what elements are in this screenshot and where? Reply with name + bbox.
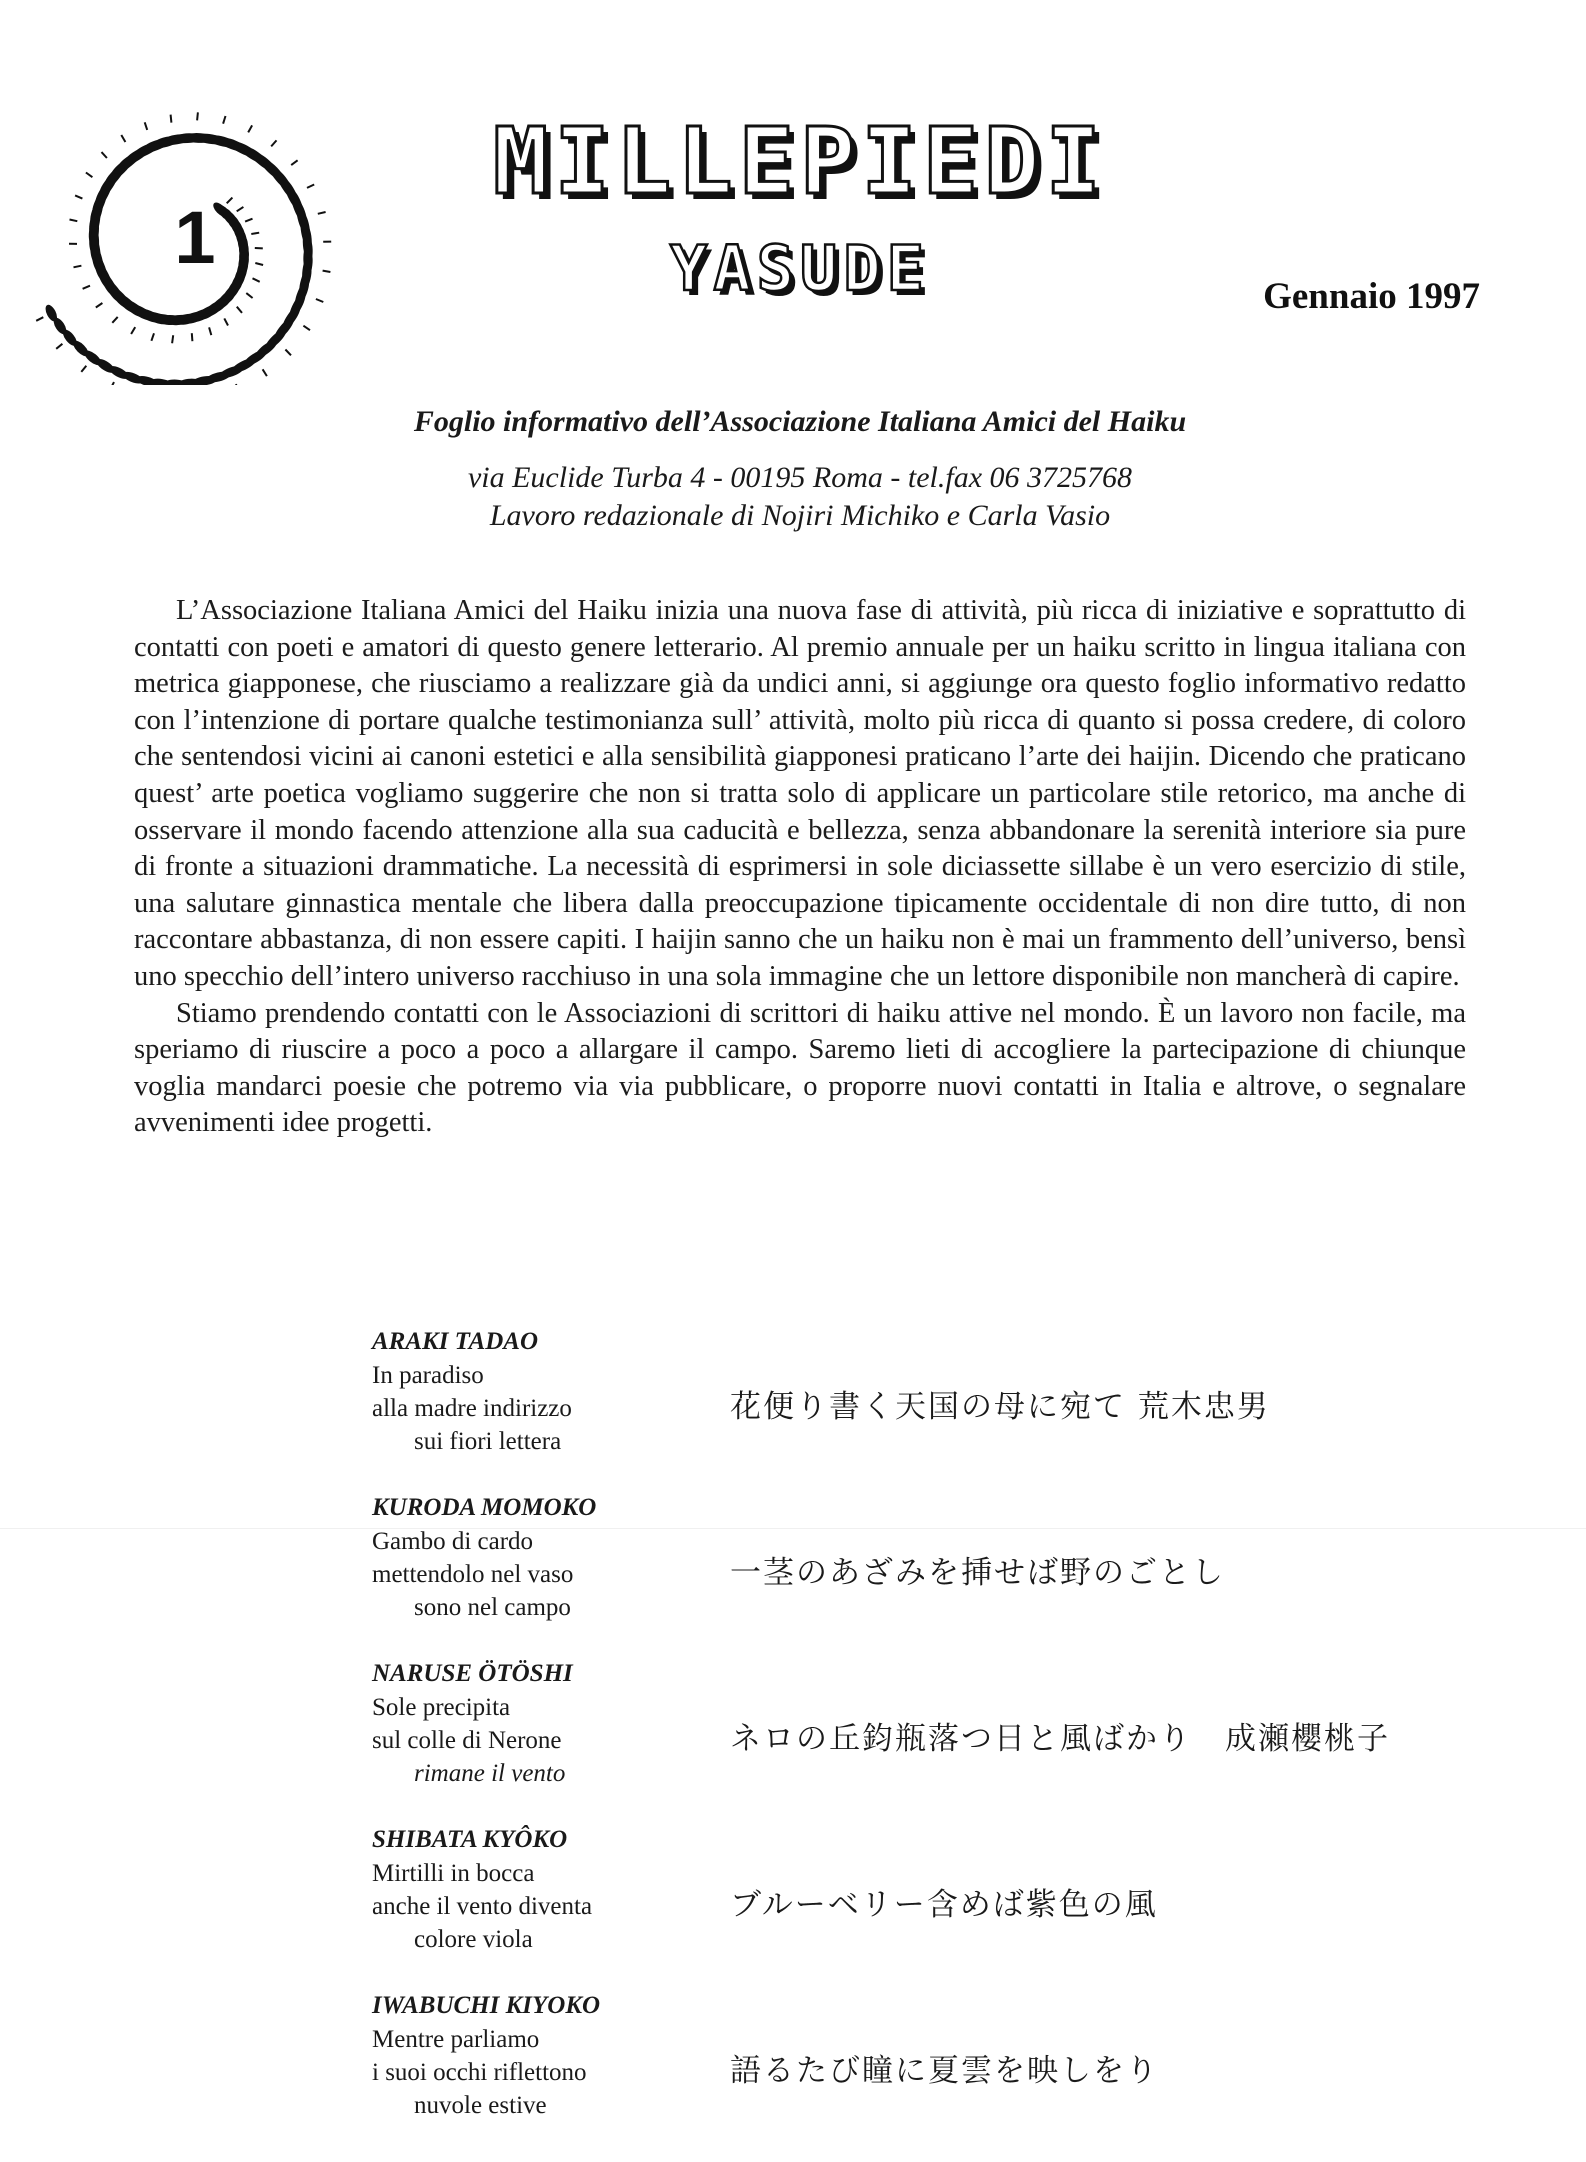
haiku-line: Mirtilli in bocca [372, 1860, 535, 1887]
publication-title: Foglio informativo dell’Associazione Italiana Amici del Haiku [413, 405, 1187, 438]
haiku-japanese: 語るたび瞳に夏雲を映しをり [730, 2053, 1159, 2089]
haiku-japanese: ネロの丘鈞瓶落つ日と風ばかり 成瀬櫻桃子 [730, 1721, 1390, 1757]
haiku-list [372, 1325, 1390, 2155]
publication-header [120, 405, 1480, 535]
haiku-entry [372, 1325, 1372, 1491]
haiku-entry [372, 1491, 1372, 1657]
haiku-author: KURODA MOMOKO [372, 1494, 597, 1521]
haiku-line: sono nel campo [414, 1594, 571, 1621]
newsletter-subtitle: YASUDE [670, 232, 930, 305]
haiku-line: colore viola [414, 1926, 533, 1953]
haiku-line: alla madre indirizzo [372, 1395, 572, 1422]
article-body [134, 593, 1466, 1142]
haiku-line: Mentre parliamo [372, 2026, 540, 2053]
haiku-author: NARUSE ÖTÖSHI [372, 1660, 573, 1687]
haiku-line: sui fiori lettera [414, 1428, 562, 1455]
haiku-japanese: ブルーベリー含めば紫色の風 [730, 1887, 1158, 1923]
haiku-author: ARAKI TADAO [372, 1328, 539, 1355]
haiku-japanese: 一茎のあざみを挿せば野のごとし [730, 1555, 1225, 1591]
haiku-japanese: 花便り書く天国の母に宛て 荒木忠男 [730, 1389, 1270, 1425]
paper-fold-line [0, 1528, 1586, 1529]
haiku-line: rimane il vento [414, 1760, 566, 1787]
haiku-entry [372, 1989, 1372, 2155]
haiku-line: Sole precipita [372, 1694, 511, 1721]
haiku-author: IWABUCHI KIYOKO [372, 1992, 601, 2019]
haiku-entry [372, 1657, 1390, 1823]
article-paragraph: L’Associazione Italiana Amici del Haiku inizia una nuova fase di attività, più ricca di iniziative e soprattutto di contatti con poeti e amatori di questo genere letterario. Al premio annuale per un haiku scritto in lingua italiana con metrica giapponese, che riusciamo a realizzare già da undici anni, si aggiunge ora questo foglio informativo redatto con l’intenzione di portare qualche testimonianza sull’ attività, molto più ricca di quanto si possa credere, di coloro che sentendosi vicini ai canoni estetici e alla sensibilità giapponesi praticano l’arte dei haijin. Dicendo che praticano quest’ arte poetica vogliamo suggerire che non si tratta solo di applicare un particolare stile retorico, ma anche di osservare il mondo facendo attenzione alla sua caducità e bellezza, senza abbandonare la serenità interiore sia pure di fronte a situazioni drammatiche. La necessità di esprimersi in sole diciassette sillabe è un vero esercizio di stile, una salutare ginnastica mentale che libera dalla preoccupazione tipicamente occidentale di non dire tutto, di non raccontare abbastanza, di non essere capiti. I haijin sanno che un haiku non è mai un frammento dell’universo, bensì uno specchio dell’intero universo racchiuso in una sola immagine che un lettore disponibile non mancherà di capire. [134, 595, 1466, 992]
issue-date: Gennaio 1997 [1263, 276, 1480, 317]
haiku-line: In paradiso [372, 1362, 484, 1389]
publication-editors: Lavoro redazionale di Nojiri Michiko e Carla Vasio [489, 499, 1111, 532]
haiku-line: mettendolo nel vaso [372, 1561, 574, 1588]
issue-number: 1 [174, 196, 216, 279]
haiku-line: nuvole estive [414, 2092, 547, 2119]
haiku-line: anche il vento diventa [372, 1893, 593, 1920]
haiku-line: sul colle di Nerone [372, 1727, 562, 1754]
haiku-line: Gambo di cardo [372, 1528, 534, 1555]
haiku-entry [372, 1823, 1372, 1989]
publication-address: via Euclide Turba 4 - 00195 Roma - tel.fax 06 3725768 [467, 461, 1133, 494]
article-paragraph: Stiamo prendendo contatti con le Associazioni di scrittori di haiku attive nel mondo. È un lavoro non facile, ma speriamo di riuscire a poco a poco a allargare il campo. Saremo lieti di accogliere la partecipazione di chiunque voglia mandarci poesie che potremo via via pubblicare, o proporre nuovi contatti in Italia e altrove, o segnalare avvenimenti idee progetti. [134, 997, 1466, 1139]
haiku-line: i suoi occhi riflettono [372, 2059, 587, 2086]
haiku-author: SHIBATA KYÔKO [372, 1826, 568, 1853]
newsletter-title: MILLEPIEDI [493, 108, 1107, 215]
